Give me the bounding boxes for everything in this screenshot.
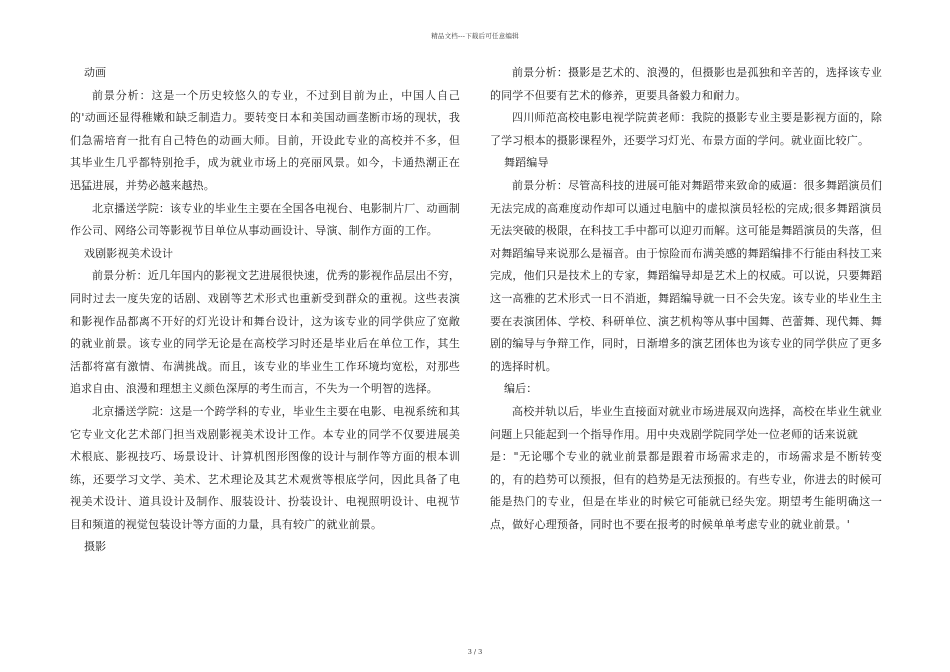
- paragraph: 前景分析：近几年国内的影视文艺进展很快速，优秀的影视作品层出不穷，同时过去一度失宠的话剧、戏剧等艺术形式也重新受到群众的重视。这些表演和影视作品都离不开好的灯光设计和舞台设计，这为该专业的同学供应了宽敞的就业前景。该专业的同学无论是在高校学习时还是毕业后在单位工作，其生活都将富有激情、布满挑战。而且，该专业的毕业生工作环境均宽松，对那些追求自由、浪漫和理想主义颜色深厚的考生而言，不失为一个明智的选择。: [70, 269, 460, 396]
- paragraph: 北京播送学院：该专业的毕业生主要在全国各电视台、电影制片厂、动画制作公司、网络公司等影视节目单位从事动画设计、导演、制作方面的工作。: [70, 201, 460, 238]
- section-heading-dance-choreography: 舞蹈编导: [504, 156, 549, 170]
- section-heading-afterword: 编后：: [504, 382, 538, 396]
- paragraph: 高校并轨以后，毕业生直接面对就业市场进展双向选择，高校在毕业生就业问题上只能起到一个指导作用。用中央戏剧学院同学处一位老师的话来说就: [490, 404, 882, 441]
- paragraph: 前景分析：这是一个历史较悠久的专业，不过到目前为止，中国人自己的'动画还显得稚嫩和缺乏制造力。要转变日本和美国动画垄断市场的现状，我们急需培育一批有自己特色的动画大师。目前，开设此专业的高校并不多，但其毕业生几乎都特别抢手，成为就业市场上的亮丽风景。如今，卡通热潮正在迅猛进展，并势必越来越热。: [70, 88, 460, 192]
- left-column: [70, 62, 460, 559]
- section-heading-animation: 动画: [84, 66, 107, 79]
- section-heading-stage-art-design: 戏剧影视美术设计: [84, 246, 174, 260]
- page-header: 精品文档---下载后可任意编辑: [431, 32, 519, 40]
- quote-paragraph: 是："无论哪个专业的就业前景都是跟着市场需求走的，市场需求是不断转变的，有的趋势可以预报，但有的趋势是无法预报的。有些专业，你进去的时候可能是热门的专业，但是在毕业的时候它可能就已经失宠。期望考生能明确这一点，做好心理预备，同时也不要在报考的时候单单考虑专业的就业前景。': [490, 450, 882, 531]
- section-heading-photography: 摄影: [84, 540, 107, 554]
- page-number: 3 / 3: [467, 648, 483, 656]
- paragraph: 前景分析：尽管高科技的进展可能对舞蹈带来致命的威逼：很多舞蹈演员们无法完成的高难度动作却可以通过电脑中的虚拟演员轻松的完成;很多舞蹈演员无法突破的极限，在科技工手中都可以迎刃而解。这可能是舞蹈演员的失落，但对舞蹈编导来说那么是福音。由于惊险而布满美感的舞蹈编排不行能由科技工来完成，他们只是技术上的专家，舞蹈编导却是艺术上的权威。可以说，只要舞蹈这一高雅的艺术形式一日不消逝，舞蹈编导就一日不会失宠。该专业的毕业生主要在表演团体、学校、科研单位、演艺机构等从事中国舞、芭蕾舞、现代舞、舞剧的编导与争辩工作，同时，日渐增多的演艺团体也为该专业的同学供应了更多的选择时机。: [490, 178, 882, 373]
- right-column: [490, 62, 882, 536]
- paragraph: 前景分析：摄影是艺术的、浪漫的，但摄影也是孤独和辛苦的，选择该专业的同学不但要有艺术的修养，更要具备毅力和耐力。: [490, 66, 882, 102]
- paragraph: 四川师范高校电影电视学院黄老师：我院的摄影专业主要是影视方面的，除了学习根本的摄影课程外，还要学习灯光、布景方面的学问。就业面比较广。: [490, 111, 882, 147]
- paragraph: 北京播送学院：这是一个跨学科的专业，毕业生主要在电影、电视系统和其它专业文化艺术部门担当戏剧影视美术设计工作。本专业的同学不仅要进展美术根底、影视技巧、场景设计、计算机图形图像的设计与制作等方面的根本训练，还要学习文学、美术、艺术理论及其艺术观赏等根底学问，因此具备了电视美术设计、道具设计及制作、服装设计、扮装设计、电视照明设计、电视节目和频道的视觉包装设计等方面的力量，具有较广的就业前景。: [70, 404, 460, 531]
